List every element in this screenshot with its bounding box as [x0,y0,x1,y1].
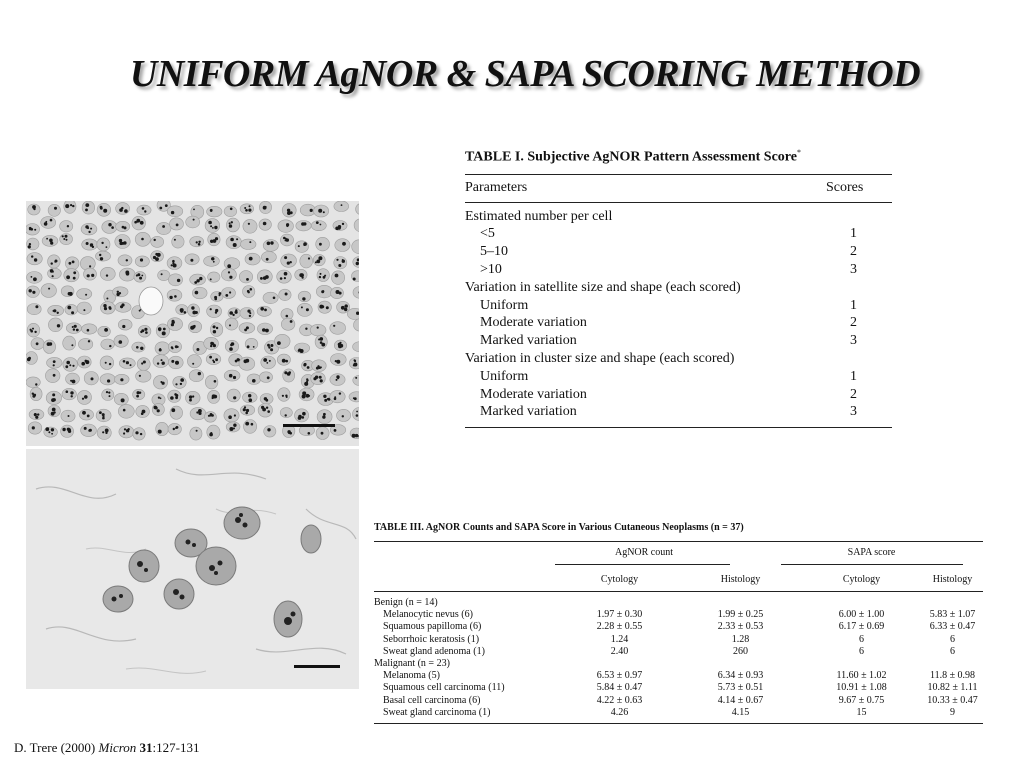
table3-cell: 6 [859,633,864,645]
table1-row [465,208,892,226]
table1-param: Uniform [480,368,529,384]
table1-row [465,225,892,243]
table1-bottom-rule [465,427,892,428]
table1-header [465,175,892,202]
citation-authors: D. Trere (2000) [14,740,99,755]
table3-cell: 4.14 ± 0.67 [717,694,764,706]
table3-row-label: Seborrhoic keratosis (1) [383,633,480,645]
table3-row [374,682,983,694]
table3-cell: 9.67 ± 0.75 [838,694,885,706]
table3-group-sapa: SAPA score [847,547,896,558]
table1-score [850,208,892,226]
table1-score: 1 [850,297,857,313]
table3-cell: 5.83 ± 1.07 [929,609,976,621]
table1-row [465,332,892,350]
table1-param: Marked variation [480,333,577,349]
table1-param: Moderate variation [480,386,587,402]
table3-cell: 6.00 ± 1.00 [838,609,885,621]
citation-pages: :127-131 [152,740,200,755]
table3-cell: 9 [950,706,955,718]
table3-cell: 6.33 ± 0.47 [929,621,976,633]
table3-cell [680,658,801,670]
table3-row [374,695,983,707]
citation-volume: 31 [139,740,153,755]
citation-journal: Micron [98,740,137,755]
table1-score: 3 [850,333,857,349]
table3-cell: 11.60 ± 1.02 [836,670,887,682]
table3-row [374,621,983,633]
table3-header [374,542,983,591]
table3-cell: 2.33 ± 0.53 [717,621,764,633]
table3-cell [559,597,680,609]
table1-row [465,314,892,332]
table3-caption: TABLE III. AgNOR Counts and SAPA Score in Various Cutaneous Neoplasms (n = 37) [374,522,744,533]
table3-cell [559,658,680,670]
table3-cell: 6 [859,645,864,657]
table3-cell [801,597,922,609]
table3-row-label: Squamous cell carcinoma (11) [383,682,505,694]
table1-row [465,368,892,386]
table3-row [374,707,983,719]
table1-param: 5–10 [480,244,508,260]
table3-cell: 10.91 ± 1.08 [836,682,887,694]
table3-row [374,658,983,670]
table3-subheader-agnor-histology: Histology [720,574,761,585]
table3-subheader-agnor-cytology: Cytology [600,574,639,585]
table3-row [374,597,983,609]
table1-score: 3 [850,404,857,420]
table3-cell: 1.97 ± 0.30 [596,609,643,621]
table1-header-parameters: Parameters [465,179,528,195]
table3-row-label: Squamous papilloma (6) [383,621,482,633]
micrograph-bottom-image [26,449,359,689]
table1-param: <5 [480,226,495,242]
table1-header-scores: Scores [826,179,864,195]
table3-cell: 4.26 [610,706,629,718]
table3-cell: 6.53 ± 0.97 [596,670,643,682]
table3-cell: 4.22 ± 0.63 [596,694,643,706]
table1-score: 2 [850,244,857,260]
table1-caption [465,148,892,166]
table3-cell: 15 [856,706,867,718]
table3-cell: 11.8 ± 0.98 [929,670,976,682]
table3-cell: 4.15 [731,706,750,718]
table1-score: 2 [850,386,857,402]
table3-cell: 6 [950,645,955,657]
table1-row [465,297,892,315]
table1-score: 3 [850,262,857,278]
table1-score [850,279,892,297]
table1-row [465,350,892,368]
table3-group-agnor: AgNOR count [614,547,674,558]
citation [14,740,200,756]
table3-cell: 1.28 [731,633,750,645]
table3-cell: 5.84 ± 0.47 [596,682,643,694]
table1-row [465,243,892,261]
table1-caption-text: TABLE I. Subjective AgNOR Pattern Assessment Score [465,149,797,165]
table3-bottom-rule [374,723,983,724]
table3-row-label: Malignant (n = 23) [374,657,450,669]
table3-cell [922,658,983,670]
table3-cell: 6 [950,633,955,645]
table1-score [850,350,892,368]
table1-score: 1 [850,226,857,242]
table3-row-label: Basal cell carcinoma (6) [383,694,481,706]
table1-score: 2 [850,315,857,331]
table-agnor-pattern-score [465,148,892,428]
table1-param: Moderate variation [480,315,587,331]
table1-param: >10 [480,262,502,278]
table3-row-label: Sweat gland carcinoma (1) [383,706,491,718]
table3-cell: 10.33 ± 0.47 [927,694,978,706]
table3-cell: 2.40 [610,645,629,657]
table1-param: Variation in cluster size and shape (each scored) [465,351,735,367]
table3-row [374,609,983,621]
table1-param: Marked variation [480,404,577,420]
table3-row-label: Sweat gland adenoma (1) [383,645,485,657]
table3-row-label: Melanocytic nevus (6) [383,609,473,621]
table3-cell: 6.17 ± 0.69 [838,621,885,633]
table3-row [374,670,983,682]
table3-group-agnor-rule [555,564,730,565]
table1-score: 1 [850,368,857,384]
table3-row-label: Melanoma (5) [383,670,440,682]
table1-row [465,279,892,297]
table3-body [374,592,983,723]
table3-subheader-sapa-histology: Histology [932,574,973,585]
table3-row-label: Benign (n = 14) [374,597,438,608]
table1-param: Uniform [480,297,529,313]
table1-row [465,403,892,421]
table1-param: Variation in satellite size and shape (each scored) [465,279,741,295]
table3-cell: 5.73 ± 0.51 [717,682,764,694]
table-agnor-sapa-neoplasms [374,522,983,724]
table3-cell: 6.34 ± 0.93 [717,670,764,682]
table3-cell [922,597,983,609]
table3-row [374,646,983,658]
table3-cell [801,658,922,670]
table3-cell: 1.99 ± 0.25 [717,609,764,621]
table1-param: Estimated number per cell [465,208,613,224]
table1-row [465,386,892,404]
table3-group-sapa-rule [781,564,963,565]
table3-cell: 1.24 [610,633,629,645]
slide-title: UNIFORM AgNOR & SAPA SCORING METHOD [129,53,921,95]
table3-row [374,634,983,646]
micrograph-top-image [26,201,359,446]
table3-cell [680,597,801,609]
table3-subheader-sapa-cytology: Cytology [842,574,881,585]
table1-row [465,261,892,279]
table3-cell: 10.82 ± 1.11 [927,682,978,694]
table3-cell: 260 [733,645,748,657]
table3-cell: 2.28 ± 0.55 [596,621,643,633]
table1-body [465,203,892,428]
table1-caption-mark: * [796,148,801,157]
